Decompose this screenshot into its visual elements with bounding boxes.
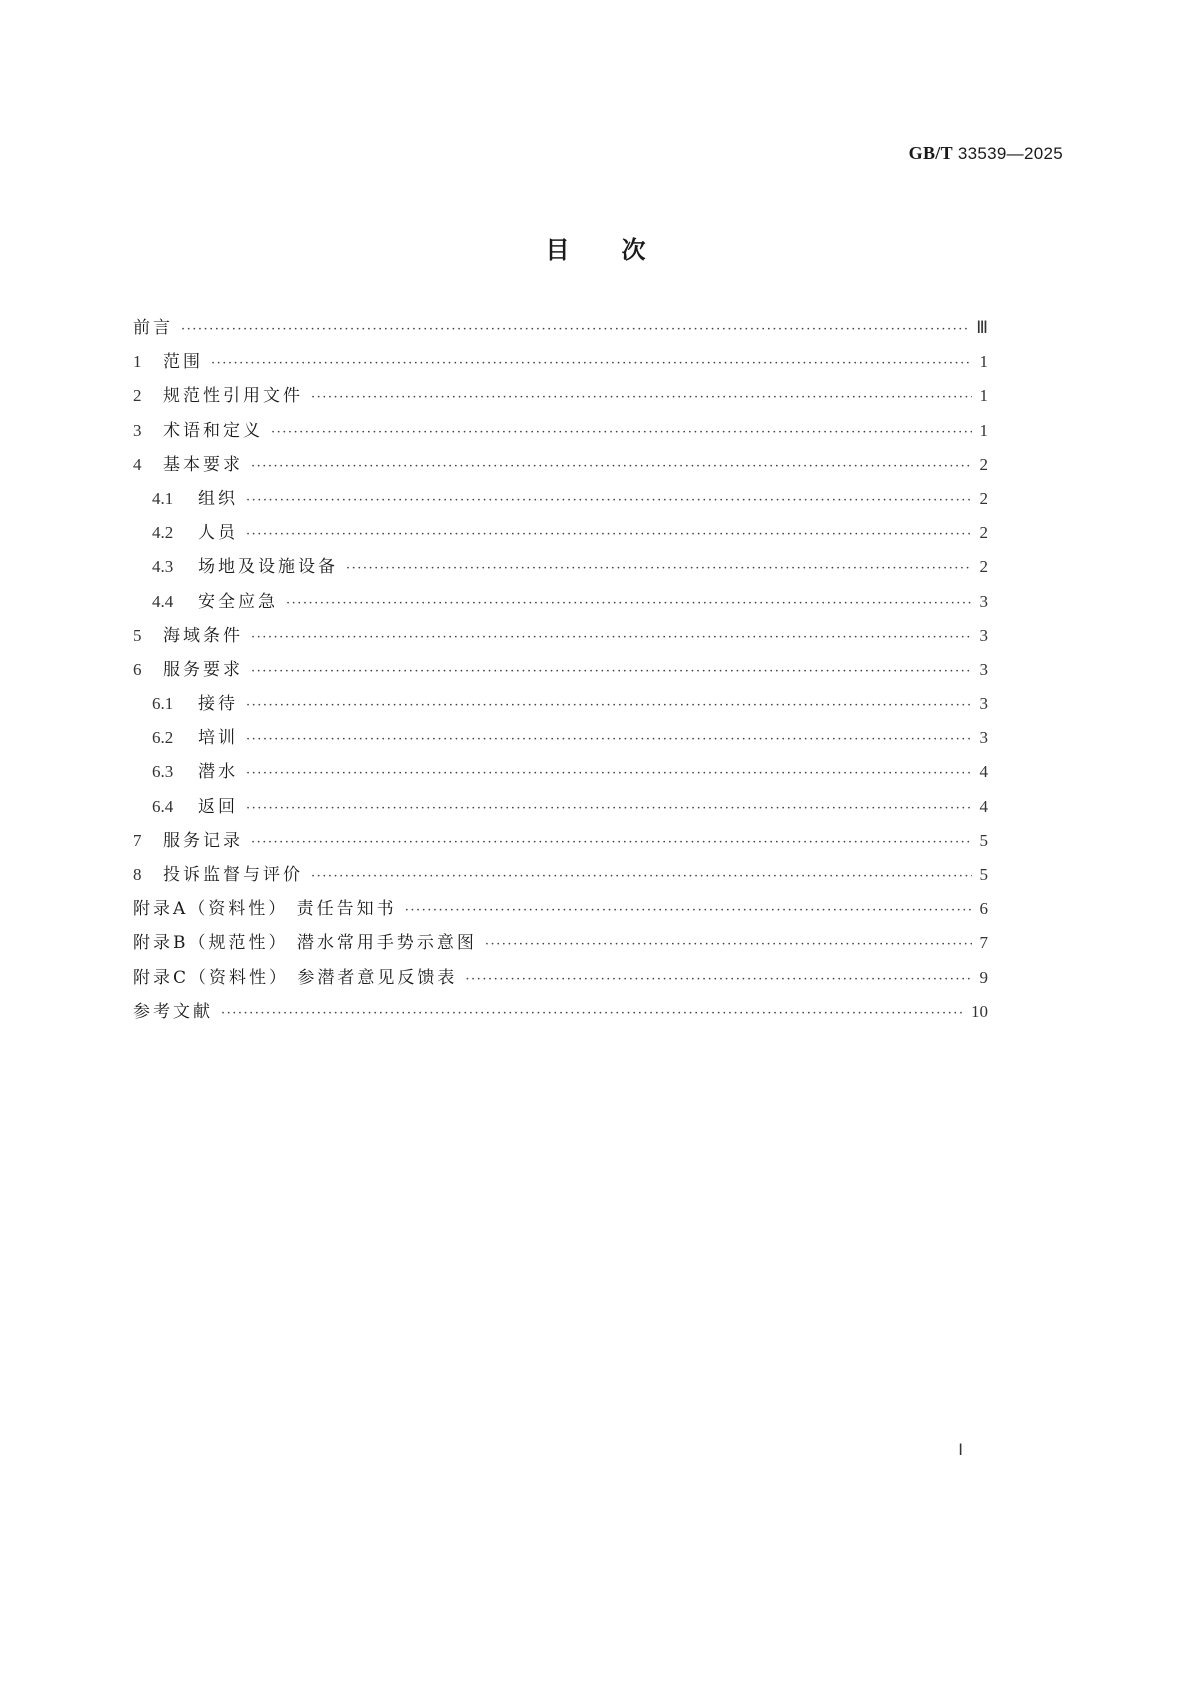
- standard-number: 33539—2025: [957, 144, 1063, 163]
- toc-entry[interactable]: [133, 347, 988, 381]
- toc-entry-page: 2: [979, 454, 988, 474]
- toc-entry[interactable]: [133, 621, 988, 655]
- toc-entry-page: 2: [979, 557, 988, 577]
- toc-entry-page: 2: [979, 523, 988, 543]
- toc-entry-page: 5: [979, 865, 988, 884]
- toc-entry-number: 4.4: [152, 591, 174, 611]
- toc-dot-leader: [181, 322, 970, 337]
- toc-dot-leader: [286, 596, 972, 611]
- toc-dot-leader: [346, 561, 972, 576]
- toc-dot-leader: [251, 459, 972, 474]
- toc-entry-page: Ⅲ: [976, 318, 988, 337]
- standard-code: [909, 143, 1063, 164]
- toc-dot-leader: [246, 766, 972, 781]
- toc-entry[interactable]: [133, 757, 988, 791]
- toc-dot-leader: [271, 425, 972, 440]
- toc-dot-leader: [246, 493, 972, 508]
- toc-entry-number: 4: [133, 454, 142, 474]
- toc-entry-label: 潜水: [198, 762, 238, 783]
- toc-entry[interactable]: [133, 381, 988, 415]
- toc-entry[interactable]: [133, 860, 988, 894]
- toc-entry[interactable]: [133, 723, 988, 757]
- toc-entry-label: 安全应急: [198, 591, 278, 612]
- toc-entry-number: 3: [133, 420, 142, 440]
- toc-entry-page: 3: [979, 625, 988, 645]
- toc-entry-label: 接待: [198, 694, 238, 715]
- toc-entry-label: 投诉监督与评价: [163, 865, 303, 885]
- toc-dot-leader: [246, 801, 972, 816]
- toc-entry-number: 4.1: [152, 488, 174, 508]
- toc-entry-label: 服务要求: [163, 659, 243, 680]
- page-title: 目次: [545, 236, 698, 264]
- toc-entry-page: 3: [979, 728, 988, 748]
- toc-entry[interactable]: [133, 792, 988, 826]
- toc-entry-number: 2: [133, 386, 142, 406]
- toc-entry-page: 7: [979, 933, 988, 953]
- toc-entry-page: 6: [979, 899, 988, 919]
- toc-entry-label: 基本要求: [163, 454, 243, 475]
- toc-entry[interactable]: [133, 587, 988, 621]
- toc-dot-leader: [246, 527, 972, 542]
- toc-entry[interactable]: [133, 655, 988, 689]
- toc-entry[interactable]: [133, 416, 988, 450]
- toc-entry-page: 1: [979, 420, 988, 440]
- toc-dot-leader: [246, 698, 972, 713]
- toc-entry-label: 返回: [198, 796, 238, 817]
- table-of-contents: [133, 313, 988, 1031]
- toc-dot-leader: [211, 356, 972, 371]
- toc-entry[interactable]: [133, 963, 988, 997]
- toc-entry-label: 组织: [198, 488, 238, 509]
- toc-entry-page: 2: [979, 488, 988, 508]
- toc-dot-leader: [311, 869, 972, 884]
- toc-entry[interactable]: [133, 450, 988, 484]
- toc-entry-label: 海域条件: [163, 625, 243, 646]
- toc-entry[interactable]: [133, 894, 988, 928]
- toc-entry[interactable]: [133, 826, 988, 860]
- toc-entry-number: 6.2: [152, 728, 174, 748]
- toc-entry-number: 5: [133, 625, 142, 645]
- toc-dot-leader: [465, 972, 972, 987]
- toc-entry-page: 10: [971, 1001, 988, 1021]
- standard-prefix: GB/T: [908, 143, 953, 163]
- toc-entry-page: 1: [979, 352, 988, 372]
- toc-dot-leader: [246, 732, 972, 747]
- toc-entry[interactable]: [133, 313, 988, 347]
- toc-entry-number: 8: [133, 865, 142, 884]
- toc-entry-page: 3: [979, 659, 988, 679]
- toc-entry[interactable]: [133, 997, 988, 1031]
- toc-dot-leader: [485, 937, 972, 952]
- toc-entry-page: 4: [979, 796, 988, 816]
- toc-entry-number: 1: [133, 352, 142, 372]
- toc-entry-label: 附录A（资料性） 责任告知书: [133, 899, 397, 920]
- toc-entry-label: 参考文献: [133, 1001, 213, 1022]
- toc-entry-label: 前言: [133, 318, 173, 338]
- toc-dot-leader: [311, 390, 972, 405]
- toc-entry-number: 6.4: [152, 796, 174, 816]
- toc-entry-number: 6.1: [152, 694, 174, 714]
- toc-entry-number: 6: [133, 659, 142, 679]
- toc-entry-label: 人员: [198, 523, 238, 544]
- toc-entry-label: 培训: [198, 728, 238, 749]
- toc-entry[interactable]: [133, 689, 988, 723]
- toc-entry-label: 服务记录: [163, 830, 243, 851]
- toc-entry-label: 附录B（规范性） 潜水常用手势示意图: [133, 933, 477, 954]
- toc-entry-page: 3: [979, 591, 988, 611]
- toc-entry-label: 规范性引用文件: [163, 386, 303, 407]
- toc-entry-page: 1: [979, 386, 988, 406]
- toc-entry-page: 4: [979, 762, 988, 782]
- toc-dot-leader: [221, 1006, 965, 1021]
- toc-entry[interactable]: [133, 518, 988, 552]
- page-number: Ⅰ: [958, 1442, 963, 1459]
- toc-dot-leader: [251, 630, 972, 645]
- toc-entry-page: 3: [979, 694, 988, 714]
- toc-entry-number: 6.3: [152, 762, 174, 782]
- toc-entry-label: 范围: [163, 352, 203, 373]
- toc-entry-number: 7: [133, 830, 142, 850]
- toc-entry-label: 附录C（资料性） 参潜者意见反馈表: [133, 967, 458, 988]
- toc-dot-leader: [405, 903, 972, 918]
- toc-entry[interactable]: [133, 484, 988, 518]
- toc-dot-leader: [251, 664, 972, 679]
- toc-entry-number: 4.2: [152, 523, 174, 543]
- toc-entry[interactable]: [133, 928, 988, 962]
- toc-entry[interactable]: [133, 552, 988, 586]
- toc-dot-leader: [251, 835, 972, 850]
- toc-entry-page: 5: [979, 830, 988, 850]
- toc-entry-label: 术语和定义: [163, 420, 263, 441]
- toc-entry-label: 场地及设施设备: [198, 557, 338, 578]
- toc-entry-number: 4.3: [152, 557, 174, 577]
- toc-entry-page: 9: [979, 967, 988, 987]
